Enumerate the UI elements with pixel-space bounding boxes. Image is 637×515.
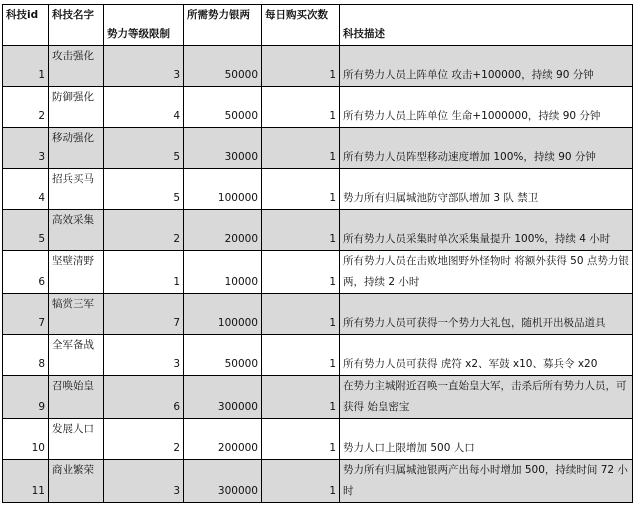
- cell-cost: 10000: [184, 251, 262, 294]
- cell-id: 9: [3, 376, 49, 419]
- header-daily: 每日购买次数: [262, 5, 340, 46]
- cell-id: 5: [3, 210, 49, 251]
- cell-id: 3: [3, 128, 49, 169]
- cell-cost: 50000: [184, 46, 262, 87]
- cell-id: 7: [3, 294, 49, 335]
- cell-desc: 所有势力人员可获得一个势力大礼包，随机开出极品道具: [340, 294, 633, 335]
- cell-id: 4: [3, 169, 49, 210]
- cell-daily: 1: [262, 335, 340, 376]
- cell-daily: 1: [262, 210, 340, 251]
- cell-name: 全军备战: [49, 335, 104, 376]
- cell-level: 5: [104, 128, 184, 169]
- cell-cost: 30000: [184, 128, 262, 169]
- cell-name: 坚壁清野: [49, 251, 104, 294]
- cell-level: 3: [104, 460, 184, 503]
- cell-cost: 100000: [184, 169, 262, 210]
- table-row: [3, 169, 633, 210]
- table-row: [3, 376, 633, 419]
- header-level: 势力等级限制: [104, 5, 184, 46]
- cell-desc: 在势力主城附近召唤一直始皇大军，击杀后所有势力人员，可获得 始皇密宝: [340, 376, 633, 419]
- cell-id: 10: [3, 419, 49, 460]
- cell-desc: 所有势力人员可获得 虎符 x2、军鼓 x10、募兵令 x20: [340, 335, 633, 376]
- cell-daily: 1: [262, 128, 340, 169]
- cell-name: 犒赏三军: [49, 294, 104, 335]
- cell-level: 6: [104, 376, 184, 419]
- table-row: [3, 87, 633, 128]
- cell-cost: 200000: [184, 419, 262, 460]
- cell-level: 3: [104, 335, 184, 376]
- cell-id: 2: [3, 87, 49, 128]
- cell-cost: 300000: [184, 376, 262, 419]
- cell-name: 高效采集: [49, 210, 104, 251]
- cell-id: 8: [3, 335, 49, 376]
- tech-table-body: [3, 5, 633, 503]
- header-desc: 科技描述: [340, 5, 633, 46]
- cell-level: 1: [104, 251, 184, 294]
- header-row: [3, 5, 633, 46]
- cell-level: 4: [104, 87, 184, 128]
- cell-daily: 1: [262, 294, 340, 335]
- table-row: [3, 294, 633, 335]
- cell-cost: 50000: [184, 335, 262, 376]
- cell-cost: 300000: [184, 460, 262, 503]
- cell-level: 7: [104, 294, 184, 335]
- cell-cost: 100000: [184, 294, 262, 335]
- table-row: [3, 460, 633, 503]
- cell-daily: 1: [262, 419, 340, 460]
- cell-level: 3: [104, 46, 184, 87]
- cell-daily: 1: [262, 460, 340, 503]
- cell-desc: 所有势力人员在击败地图野外怪物时 将额外获得 50 点势力银两，持续 2 小时: [340, 251, 633, 294]
- cell-level: 2: [104, 419, 184, 460]
- cell-name: 召唤始皇: [49, 376, 104, 419]
- cell-desc: 势力所有归属城池银两产出每小时增加 500，持续时间 72 小时: [340, 460, 633, 503]
- cell-name: 攻击强化: [49, 46, 104, 87]
- table-row: [3, 128, 633, 169]
- cell-level: 2: [104, 210, 184, 251]
- cell-desc: 势力人口上限增加 500 人口: [340, 419, 633, 460]
- header-cost: 所需势力银两: [184, 5, 262, 46]
- cell-desc: 所有势力人员阵型移动速度增加 100%，持续 90 分钟: [340, 128, 633, 169]
- cell-daily: 1: [262, 87, 340, 128]
- header-id: 科技id: [3, 5, 49, 46]
- cell-daily: 1: [262, 376, 340, 419]
- cell-daily: 1: [262, 251, 340, 294]
- cell-name: 商业繁荣: [49, 460, 104, 503]
- cell-desc: 势力所有归属城池防守部队增加 3 队 禁卫: [340, 169, 633, 210]
- tech-table: [2, 4, 633, 503]
- cell-name: 防御强化: [49, 87, 104, 128]
- table-row: [3, 210, 633, 251]
- cell-daily: 1: [262, 169, 340, 210]
- cell-cost: 20000: [184, 210, 262, 251]
- header-name: 科技名字: [49, 5, 104, 46]
- cell-name: 招兵买马: [49, 169, 104, 210]
- cell-cost: 50000: [184, 87, 262, 128]
- cell-level: 5: [104, 169, 184, 210]
- table-row: [3, 46, 633, 87]
- cell-name: 发展人口: [49, 419, 104, 460]
- cell-id: 1: [3, 46, 49, 87]
- cell-id: 6: [3, 251, 49, 294]
- cell-desc: 所有势力人员采集时单次采集量提升 100%，持续 4 小时: [340, 210, 633, 251]
- table-row: [3, 335, 633, 376]
- cell-name: 移动强化: [49, 128, 104, 169]
- cell-daily: 1: [262, 46, 340, 87]
- table-row: [3, 251, 633, 294]
- table-row: [3, 419, 633, 460]
- cell-id: 11: [3, 460, 49, 503]
- cell-desc: 所有势力人员上阵单位 生命+1000000，持续 90 分钟: [340, 87, 633, 128]
- cell-desc: 所有势力人员上阵单位 攻击+100000，持续 90 分钟: [340, 46, 633, 87]
